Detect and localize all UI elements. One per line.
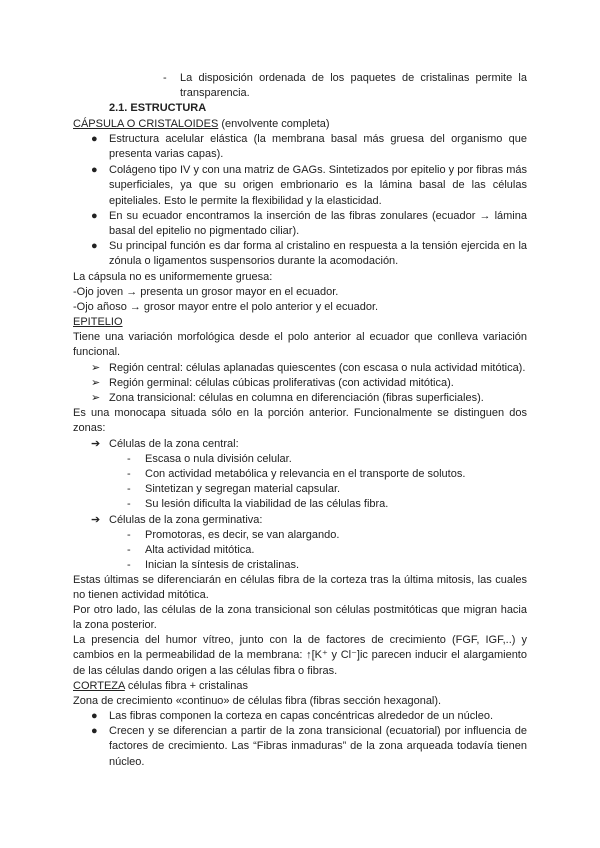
zona-germinativa-item xyxy=(127,558,527,573)
corteza-intro: Zona de crecimiento «continuo» de células fibra (fibras sección hexagonal). xyxy=(73,695,442,707)
dash-marker: - xyxy=(127,529,131,541)
epitelio-region-text: Zona transicional: células en columna en diferenciación (fibras superficiales). xyxy=(109,392,484,404)
zona-central-item xyxy=(127,452,527,467)
arrow-right-icon: ➔ xyxy=(91,514,101,526)
zona-central-title: Células de la zona central: xyxy=(109,438,239,450)
capsula-note-line: La cápsula no es uniformemente gruesa: xyxy=(73,271,273,283)
corteza-bullet-text: Crecen y se diferencian a partir de la zona transicional (ecuatorial) por influencia de factores de crecimiento. Las “Fibras inmaduras” de la zona arqueada todavía tienen núcleo. xyxy=(109,725,527,768)
epitelio-region-item xyxy=(91,376,527,391)
zona-germinativa-item xyxy=(127,543,527,558)
zona-germinativa-text: Inician la síntesis de cristalinas. xyxy=(145,559,300,571)
capsula-bullet-text: En su ecuador encontramos la inserción de las fibras zonulares (ecuador → lámina basal del epitelio no pigmentado ciliar). xyxy=(109,210,527,238)
epitelio-paragraph: Por otro lado, las células de la zona transicional son células postmitóticas que migran hacia la zona posterior. xyxy=(73,604,527,632)
zona-germinativa-item xyxy=(127,528,527,543)
zona-central-item xyxy=(127,482,527,497)
epitelio-title: EPITELIO xyxy=(73,316,123,328)
intro-item-text: La disposición ordenada de los paquetes de cristalinas permite la transparencia. xyxy=(180,72,527,100)
dash-marker: - xyxy=(127,453,131,465)
capsula-bullet xyxy=(91,132,527,163)
zona-central-text: Su lesión dificulta la viabilidad de las células fibra. xyxy=(145,498,389,510)
arrow-right-icon: ➔ xyxy=(91,438,101,450)
corteza-bullet xyxy=(91,724,527,770)
epitelio-region-text: Región central: células aplanadas quiescentes (con escasa o nula actividad mitótica). xyxy=(109,362,526,374)
capsula-bullet-text: Estructura acelular elástica (la membrana basal más gruesa del organismo que presenta varias capas). xyxy=(109,133,527,161)
zona-germinativa-text: Promotoras, es decir, se van alargando. xyxy=(145,529,340,541)
epitelio-intro: Tiene una variación morfológica desde el polo anterior al ecuador que conlleva variación funcional. xyxy=(73,331,527,359)
epitelio-monocapa: Es una monocapa situada sólo en la porción anterior. Funcionalmente se distinguen dos zonas: xyxy=(73,407,527,435)
capsula-bullet xyxy=(91,163,527,209)
capsula-heading xyxy=(73,117,527,132)
corteza-title-note: células fibra + cristalinas xyxy=(127,680,248,692)
zona-central-item xyxy=(127,497,527,512)
bullet-marker: ● xyxy=(91,210,98,222)
dash-marker: - xyxy=(127,498,131,510)
arrowhead-marker: ➢ xyxy=(91,392,101,404)
epitelio-region-item xyxy=(91,361,527,376)
dash-marker: - xyxy=(127,559,131,571)
bullet-marker: ● xyxy=(91,240,98,252)
capsula-bullet xyxy=(91,209,527,240)
bullet-marker: ● xyxy=(91,725,98,737)
zona-germinativa-title: Células de la zona germinativa: xyxy=(109,514,263,526)
dash-marker: - xyxy=(127,544,131,556)
bullet-marker: ● xyxy=(91,164,98,176)
capsula-bullet-text: Colágeno tipo IV y con una matriz de GAGs. Sintetizados por epitelio y por fibras más superficiales, ya que su origen embrionario es la lámina basal de las células epiteliales. Esto le permite la flexibilidad y la elasticidad. xyxy=(109,164,527,207)
dash-marker: - xyxy=(163,72,167,84)
dash-marker: - xyxy=(127,483,131,495)
capsula-bullet-text: Su principal función es dar forma al cristalino en respuesta a la tensión ejercida en la zónula o ligamentos suspensorios durante la acomodación. xyxy=(109,240,527,268)
dash-marker: - xyxy=(127,468,131,480)
capsula-note-line: -Ojo joven → presenta un grosor mayor en el ecuador. xyxy=(73,286,339,298)
zona-germinativa-text: Alta actividad mitótica. xyxy=(145,544,255,556)
capsula-title: CÁPSULA O CRISTALOIDES xyxy=(73,118,219,130)
capsula-bullet xyxy=(91,239,527,270)
epitelio-paragraph: Estas últimas se diferenciarán en células fibra de la corteza tras la última mitosis, las cuales no tienen actividad mitótica. xyxy=(73,574,527,602)
corteza-title: CORTEZA xyxy=(73,680,125,692)
epitelio-region-text: Región germinal: células cúbicas proliferativas (con actividad mitótica). xyxy=(109,377,454,389)
epitelio-paragraph: La presencia del humor vítreo, junto con la de factores de crecimiento (FGF, IGF,..) y cambios en la permeabilidad de la membrana: ↑[K⁺ y Cl⁻]ic parecen inducir el alargamiento de las células dando origen a las células fibra o fibras. xyxy=(73,634,527,677)
corteza-bullet xyxy=(91,709,527,724)
zona-central-text: Sintetizan y segregan material capsular. xyxy=(145,483,341,495)
zona-central-text: Escasa o nula división celular. xyxy=(145,453,292,465)
bullet-marker: ● xyxy=(91,710,98,722)
zona-central-item xyxy=(127,467,527,482)
corteza-heading xyxy=(73,679,527,694)
zona-central-text: Con actividad metabólica y relevancia en el transporte de solutos. xyxy=(145,468,466,480)
corteza-bullet-text: Las fibras componen la corteza en capas concéntricas alrededor de un núcleo. xyxy=(109,710,494,722)
arrowhead-marker: ➢ xyxy=(91,377,101,389)
arrowhead-marker: ➢ xyxy=(91,362,101,374)
capsula-title-note: (envolvente completa) xyxy=(221,118,330,130)
epitelio-region-item xyxy=(91,391,527,406)
section-heading: 2.1. ESTRUCTURA xyxy=(109,102,207,114)
bullet-marker: ● xyxy=(91,133,98,145)
capsula-note-line: -Ojo añoso → grosor mayor entre el polo anterior y el ecuador. xyxy=(73,301,379,313)
intro-list-item xyxy=(163,71,527,102)
zona-germinativa-heading xyxy=(91,513,527,528)
zona-central-heading xyxy=(91,437,527,452)
